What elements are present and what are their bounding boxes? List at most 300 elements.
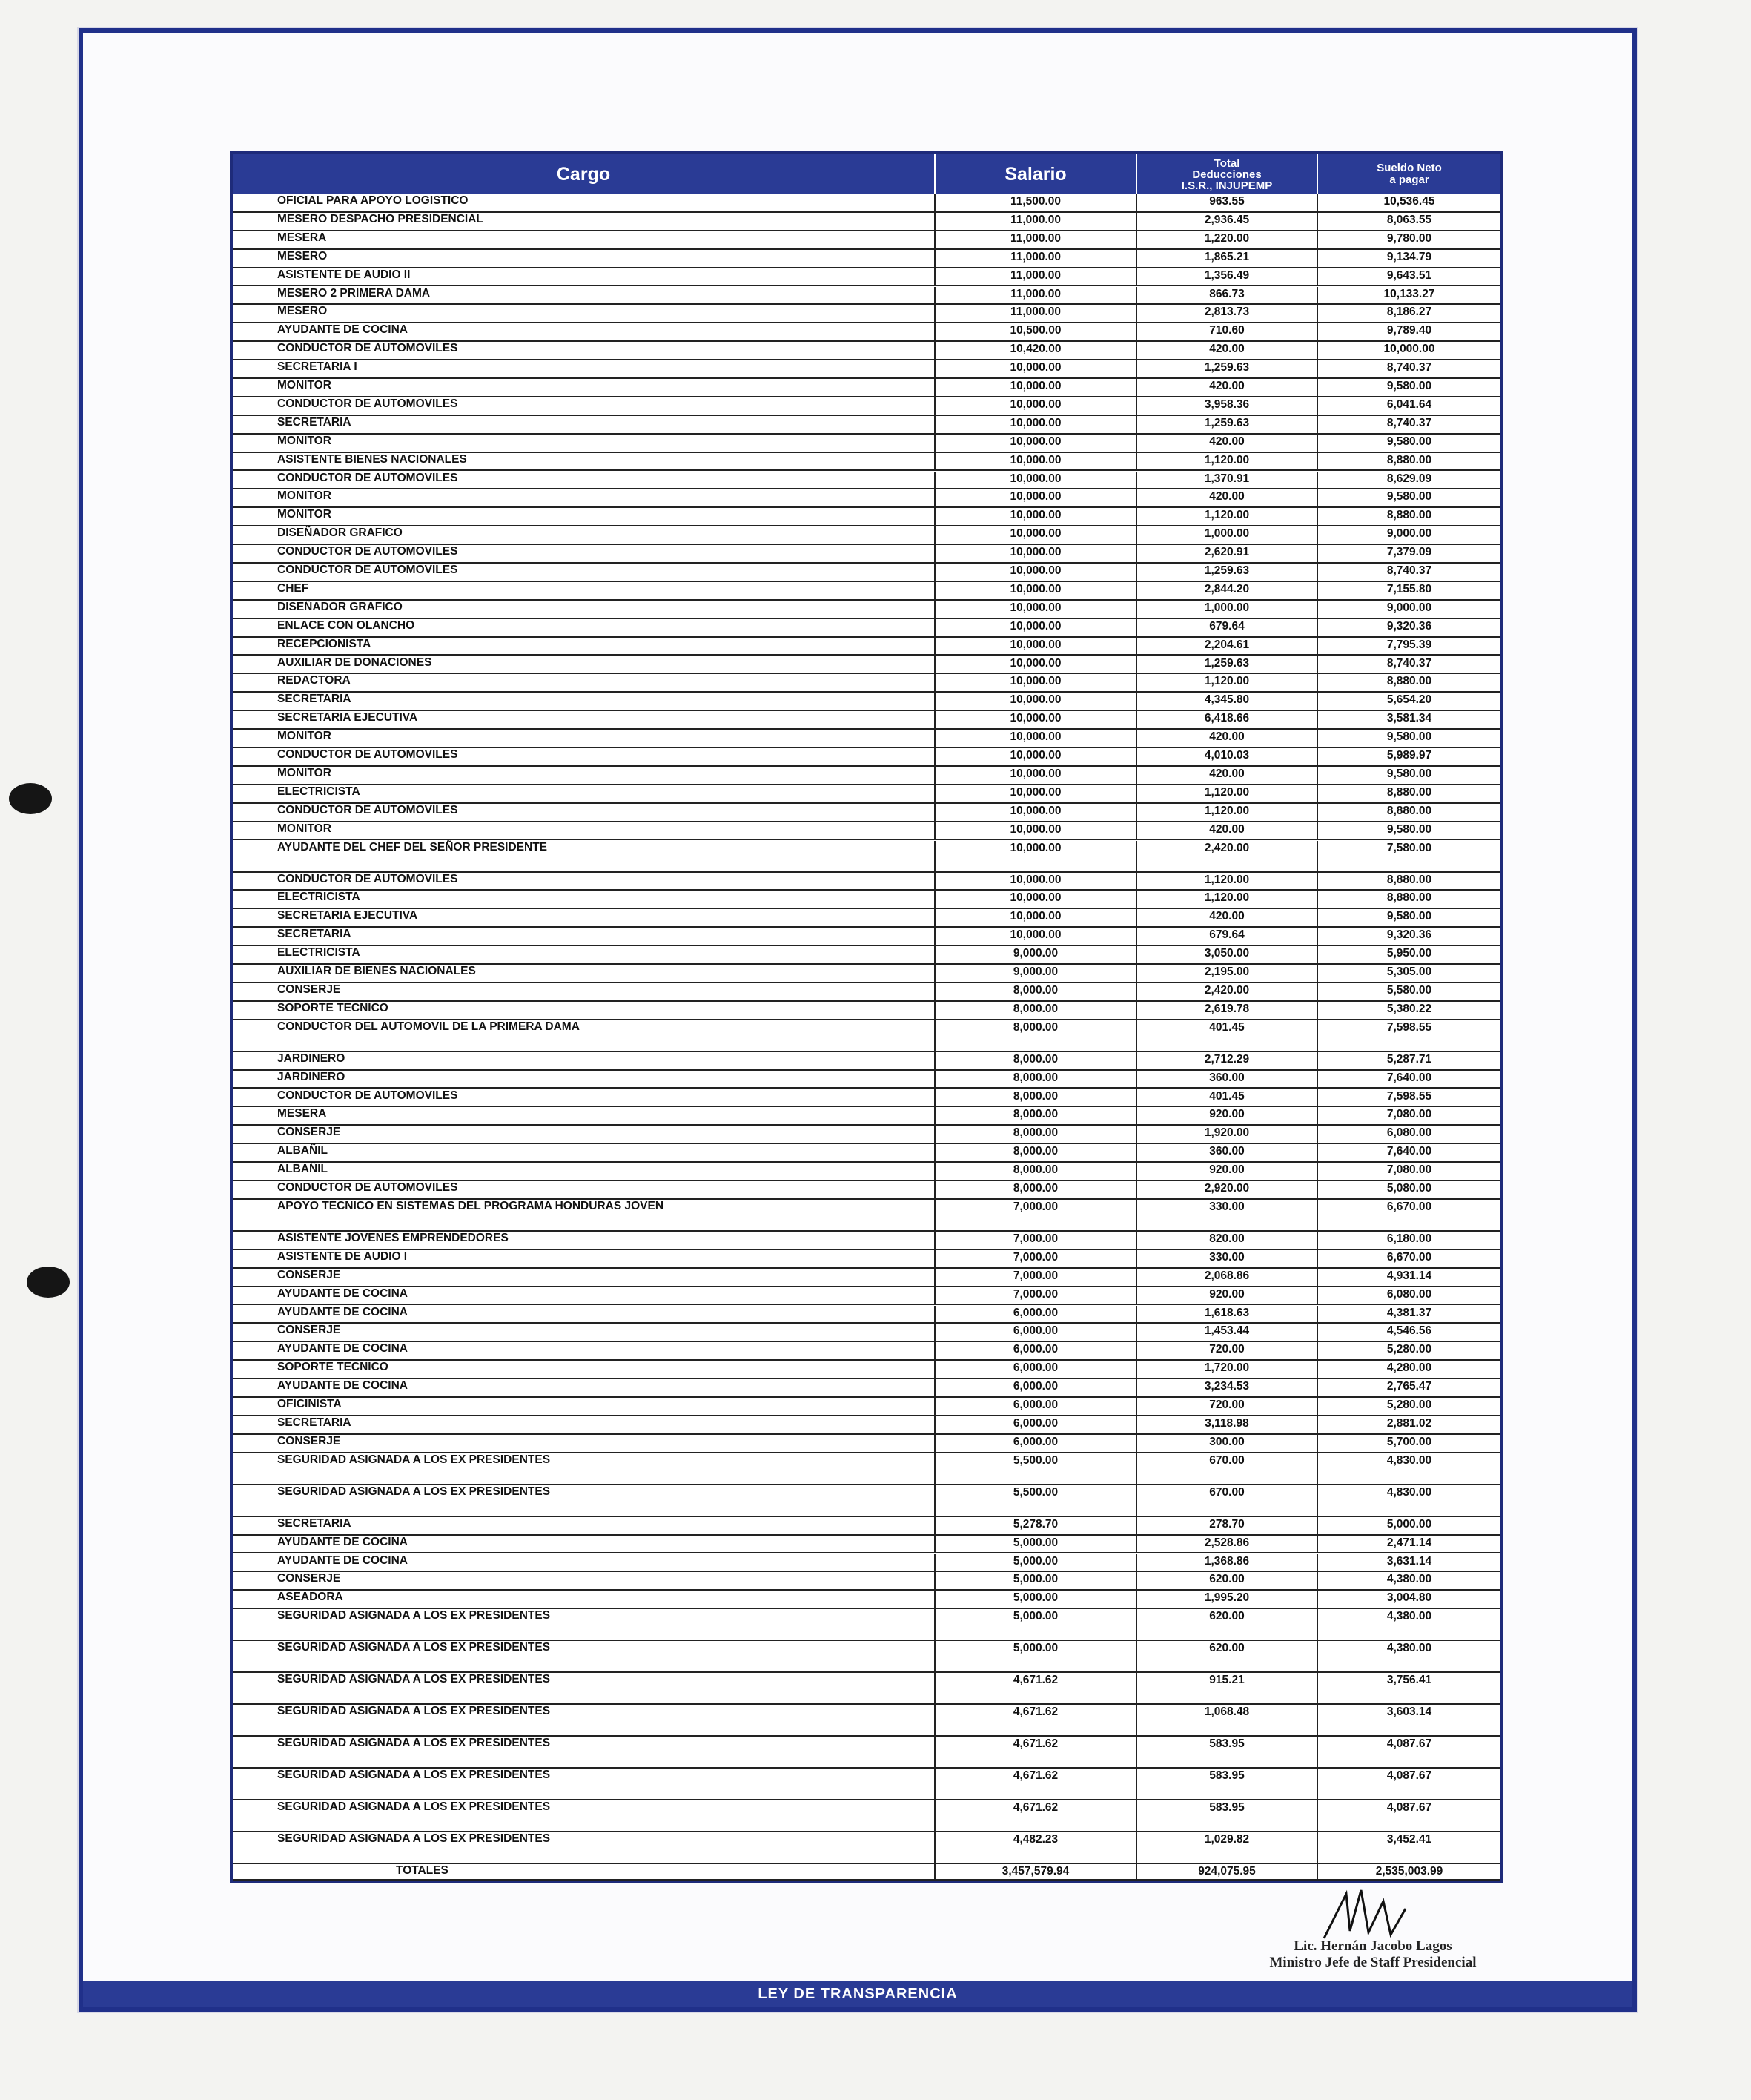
cell-salario: 10,000.00 — [934, 416, 1136, 433]
cell-salario: 10,000.00 — [934, 619, 1136, 636]
cell-sueldo-neto: 9,580.00 — [1317, 909, 1500, 926]
cell-sueldo-neto: 3,603.14 — [1317, 1705, 1500, 1735]
cell-salario: 10,000.00 — [934, 785, 1136, 802]
cell-salario: 4,671.62 — [934, 1769, 1136, 1799]
cell-salario: 10,000.00 — [934, 767, 1136, 784]
cell-deducciones: 2,195.00 — [1136, 965, 1317, 982]
table-header — [233, 154, 1500, 194]
table-row — [233, 965, 1500, 983]
cell-cargo: ALBAÑIL — [277, 1163, 328, 1176]
table-row — [233, 619, 1500, 638]
punch-hole-bottom — [27, 1267, 70, 1298]
cell-sueldo-neto: 8,880.00 — [1317, 674, 1500, 691]
cell-deducciones: 1,368.86 — [1136, 1554, 1317, 1571]
cell-salario: 4,482.23 — [934, 1832, 1136, 1863]
table-row — [233, 1287, 1500, 1306]
table-row — [233, 342, 1500, 360]
cell-sueldo-neto: 7,640.00 — [1317, 1144, 1500, 1161]
cell-sueldo-neto: 5,380.22 — [1317, 1002, 1500, 1019]
cell-cargo: CONDUCTOR DE AUTOMOVILES — [277, 342, 458, 355]
cell-deducciones: 420.00 — [1136, 489, 1317, 506]
cell-cargo: CONDUCTOR DE AUTOMOVILES — [277, 545, 458, 558]
cell-sueldo-neto: 8,880.00 — [1317, 508, 1500, 525]
table-row — [233, 1250, 1500, 1269]
cell-sueldo-neto: 8,880.00 — [1317, 785, 1500, 802]
cell-sueldo-neto: 3,452.41 — [1317, 1832, 1500, 1863]
cell-cargo: ALBAÑIL — [277, 1144, 328, 1158]
table-row — [233, 1536, 1500, 1554]
cell-salario: 8,000.00 — [934, 1052, 1136, 1069]
cell-deducciones: 1,356.49 — [1136, 268, 1317, 285]
cell-sueldo-neto: 9,320.36 — [1317, 619, 1500, 636]
cell-cargo: ELECTRICISTA — [277, 891, 360, 904]
cell-salario: 10,000.00 — [934, 508, 1136, 525]
cell-sueldo-neto: 7,795.39 — [1317, 638, 1500, 655]
cell-cargo: AUXILIAR DE BIENES NACIONALES — [277, 965, 476, 977]
cell-deducciones: 420.00 — [1136, 767, 1317, 784]
cell-cargo: SECRETARIA EJECUTIVA — [277, 711, 418, 724]
table-row — [233, 1306, 1500, 1324]
cell-deducciones: 401.45 — [1136, 1020, 1317, 1051]
cell-cargo: CONDUCTOR DE AUTOMOVILES — [277, 748, 458, 761]
cell-salario: 10,000.00 — [934, 656, 1136, 673]
table-row — [233, 873, 1500, 891]
cell-deducciones: 1,120.00 — [1136, 453, 1317, 470]
cell-sueldo-neto: 9,580.00 — [1317, 489, 1500, 506]
cell-salario: 11,000.00 — [934, 268, 1136, 285]
table-row — [233, 305, 1500, 323]
cell-deducciones: 420.00 — [1136, 822, 1317, 839]
cell-salario: 9,000.00 — [934, 965, 1136, 982]
cell-sueldo-neto: 6,080.00 — [1317, 1126, 1500, 1143]
cell-sueldo-neto: 9,780.00 — [1317, 231, 1500, 248]
cell-salario: 10,000.00 — [934, 360, 1136, 377]
cell-sueldo-neto: 5,654.20 — [1317, 693, 1500, 710]
totals-row — [233, 1864, 1500, 1881]
totals-salario: 3,457,579.94 — [934, 1864, 1136, 1879]
table-row — [233, 416, 1500, 435]
cell-salario: 10,000.00 — [934, 841, 1136, 871]
cell-deducciones: 670.00 — [1136, 1485, 1317, 1516]
cell-deducciones: 620.00 — [1136, 1609, 1317, 1640]
cell-cargo: MESERO 2 PRIMERA DAMA — [277, 286, 431, 300]
cell-deducciones: 1,120.00 — [1136, 785, 1317, 802]
table-row — [233, 435, 1500, 453]
cell-sueldo-neto: 7,580.00 — [1317, 841, 1500, 871]
cell-sueldo-neto: 10,133.27 — [1317, 287, 1500, 304]
cell-cargo: OFICIAL PARA APOYO LOGISTICO — [277, 194, 469, 207]
cell-sueldo-neto: 9,320.36 — [1317, 928, 1500, 945]
cell-deducciones: 1,120.00 — [1136, 674, 1317, 691]
table-row — [233, 1416, 1500, 1435]
cell-salario: 8,000.00 — [934, 1126, 1136, 1143]
cell-cargo: APOYO TECNICO EN SISTEMAS DEL PROGRAMA HONDURAS JOVEN — [277, 1199, 664, 1212]
table-row — [233, 1089, 1500, 1108]
cell-cargo: CONDUCTOR DE AUTOMOVILES — [277, 872, 458, 885]
cell-sueldo-neto: 6,180.00 — [1317, 1232, 1500, 1249]
cell-cargo: SECRETARIA I — [277, 360, 357, 374]
cell-sueldo-neto: 7,640.00 — [1317, 1071, 1500, 1088]
table-row — [233, 582, 1500, 601]
cell-deducciones: 2,204.61 — [1136, 638, 1317, 655]
cell-sueldo-neto: 4,830.00 — [1317, 1485, 1500, 1516]
cell-cargo: AYUDANTE DE COCINA — [277, 1379, 408, 1393]
cell-cargo: CONDUCTOR DE AUTOMOVILES — [277, 1089, 458, 1102]
cell-sueldo-neto: 8,186.27 — [1317, 305, 1500, 322]
cell-salario: 10,000.00 — [934, 748, 1136, 765]
table-row — [233, 730, 1500, 748]
cell-deducciones: 866.73 — [1136, 287, 1317, 304]
table-row — [233, 785, 1500, 804]
cell-deducciones: 420.00 — [1136, 909, 1317, 926]
cell-cargo: CONDUCTOR DE AUTOMOVILES — [277, 471, 458, 484]
cell-salario: 7,000.00 — [934, 1287, 1136, 1304]
cell-cargo: MESERO DESPACHO PRESIDENCIAL — [277, 212, 483, 225]
table-row — [233, 1673, 1500, 1705]
cell-salario: 10,000.00 — [934, 489, 1136, 506]
cell-sueldo-neto: 4,087.67 — [1317, 1769, 1500, 1799]
cell-deducciones: 1,120.00 — [1136, 508, 1317, 525]
cell-cargo: SOPORTE TECNICO — [277, 1361, 388, 1374]
table-row — [233, 601, 1500, 619]
cell-salario: 10,000.00 — [934, 804, 1136, 821]
cell-sueldo-neto: 3,004.80 — [1317, 1591, 1500, 1608]
table-row — [233, 397, 1500, 416]
header-deducciones: Total Deducciones I.S.R., INJUPEMP — [1136, 154, 1317, 194]
cell-salario: 6,000.00 — [934, 1342, 1136, 1359]
table-row — [233, 1800, 1500, 1832]
cell-deducciones: 278.70 — [1136, 1517, 1317, 1534]
cell-sueldo-neto: 4,381.37 — [1317, 1306, 1500, 1323]
cell-salario: 6,000.00 — [934, 1435, 1136, 1452]
cell-salario: 10,500.00 — [934, 323, 1136, 340]
cell-sueldo-neto: 4,546.56 — [1317, 1324, 1500, 1341]
table-row — [233, 1052, 1500, 1071]
cell-deducciones: 920.00 — [1136, 1107, 1317, 1124]
cell-cargo: CONDUCTOR DE AUTOMOVILES — [277, 397, 458, 410]
cell-sueldo-neto: 4,931.14 — [1317, 1269, 1500, 1286]
cell-cargo: CONDUCTOR DEL AUTOMOVIL DE LA PRIMERA DAMA — [277, 1020, 580, 1033]
cell-sueldo-neto: 3,756.41 — [1317, 1673, 1500, 1703]
cell-sueldo-neto: 6,670.00 — [1317, 1250, 1500, 1267]
cell-deducciones: 1,000.00 — [1136, 601, 1317, 618]
table-row — [233, 674, 1500, 693]
table-row — [233, 213, 1500, 231]
cell-sueldo-neto: 8,880.00 — [1317, 804, 1500, 821]
cell-salario: 11,000.00 — [934, 213, 1136, 230]
cell-salario: 7,000.00 — [934, 1269, 1136, 1286]
cell-sueldo-neto: 3,581.34 — [1317, 711, 1500, 728]
table-row — [233, 1379, 1500, 1398]
cell-cargo: AUXILIAR DE DONACIONES — [277, 656, 432, 669]
punch-hole-top — [9, 783, 52, 814]
table-row — [233, 1324, 1500, 1342]
cell-cargo: AYUDANTE DE COCINA — [277, 1553, 408, 1567]
cell-cargo: RECEPCIONISTA — [277, 637, 371, 650]
cell-salario: 11,000.00 — [934, 305, 1136, 322]
cell-salario: 5,000.00 — [934, 1572, 1136, 1589]
cell-cargo: MONITOR — [277, 508, 331, 521]
table-row — [233, 1591, 1500, 1609]
table-row — [233, 1071, 1500, 1089]
table-row — [233, 564, 1500, 582]
cell-salario: 10,000.00 — [934, 674, 1136, 691]
cell-sueldo-neto: 10,000.00 — [1317, 342, 1500, 359]
table-row — [233, 1232, 1500, 1250]
cell-cargo: SECRETARIA — [277, 928, 351, 941]
table-row — [233, 1144, 1500, 1163]
cell-cargo: MESERA — [277, 1107, 327, 1120]
cell-salario: 4,671.62 — [934, 1737, 1136, 1767]
cell-sueldo-neto: 6,080.00 — [1317, 1287, 1500, 1304]
table-row — [233, 1485, 1500, 1517]
cell-sueldo-neto: 5,580.00 — [1317, 983, 1500, 1000]
table-row — [233, 250, 1500, 268]
cell-salario: 5,278.70 — [934, 1517, 1136, 1534]
cell-deducciones: 330.00 — [1136, 1250, 1317, 1267]
cell-cargo: ASEADORA — [277, 1591, 343, 1604]
cell-cargo: SEGURIDAD ASIGNADA A LOS EX PRESIDENTES — [277, 1832, 551, 1846]
cell-sueldo-neto: 5,280.00 — [1317, 1398, 1500, 1415]
cell-cargo: SOPORTE TECNICO — [277, 1001, 388, 1014]
cell-sueldo-neto: 7,080.00 — [1317, 1163, 1500, 1180]
cell-cargo: ELECTRICISTA — [277, 785, 360, 798]
cell-sueldo-neto: 4,280.00 — [1317, 1361, 1500, 1378]
cell-deducciones: 2,619.78 — [1136, 1002, 1317, 1019]
cell-salario: 10,000.00 — [934, 472, 1136, 489]
cell-sueldo-neto: 8,740.37 — [1317, 416, 1500, 433]
cell-deducciones: 583.95 — [1136, 1737, 1317, 1767]
cell-cargo: JARDINERO — [277, 1051, 345, 1065]
cell-deducciones: 420.00 — [1136, 435, 1317, 452]
table-row — [233, 1609, 1500, 1641]
cell-cargo: CONDUCTOR DE AUTOMOVILES — [277, 564, 458, 576]
cell-cargo: CONDUCTOR DE AUTOMOVILES — [277, 1181, 458, 1194]
cell-sueldo-neto: 5,950.00 — [1317, 946, 1500, 963]
cell-sueldo-neto: 8,880.00 — [1317, 873, 1500, 890]
cell-cargo: SEGURIDAD ASIGNADA A LOS EX PRESIDENTES — [277, 1769, 551, 1782]
table-row — [233, 711, 1500, 730]
cell-salario: 10,420.00 — [934, 342, 1136, 359]
cell-deducciones: 583.95 — [1136, 1769, 1317, 1799]
table-row — [233, 1705, 1500, 1737]
cell-salario: 10,000.00 — [934, 397, 1136, 415]
cell-deducciones: 1,068.48 — [1136, 1705, 1317, 1735]
cell-cargo: DISEÑADOR GRAFICO — [277, 600, 403, 613]
cell-cargo: ASISTENTE BIENES NACIONALES — [277, 452, 467, 466]
cell-deducciones: 1,259.63 — [1136, 564, 1317, 581]
cell-sueldo-neto: 3,631.14 — [1317, 1554, 1500, 1571]
cell-salario: 5,000.00 — [934, 1591, 1136, 1608]
cell-sueldo-neto: 5,305.00 — [1317, 965, 1500, 982]
cell-salario: 4,671.62 — [934, 1800, 1136, 1831]
cell-salario: 8,000.00 — [934, 1107, 1136, 1124]
cell-cargo: SEGURIDAD ASIGNADA A LOS EX PRESIDENTES — [277, 1609, 551, 1622]
cell-deducciones: 620.00 — [1136, 1572, 1317, 1589]
cell-deducciones: 3,234.53 — [1136, 1379, 1317, 1396]
cell-cargo: DISEÑADOR GRAFICO — [277, 526, 403, 540]
cell-cargo: SEGURIDAD ASIGNADA A LOS EX PRESIDENTES — [277, 1800, 551, 1814]
cell-deducciones: 1,720.00 — [1136, 1361, 1317, 1378]
cell-sueldo-neto: 7,080.00 — [1317, 1107, 1500, 1124]
cell-cargo: CHEF — [277, 581, 309, 595]
table-row — [233, 928, 1500, 946]
cell-sueldo-neto: 9,643.51 — [1317, 268, 1500, 285]
cell-cargo: ELECTRICISTA — [277, 946, 360, 960]
cell-deducciones: 920.00 — [1136, 1163, 1317, 1180]
cell-sueldo-neto: 8,063.55 — [1317, 213, 1500, 230]
cell-sueldo-neto: 4,380.00 — [1317, 1572, 1500, 1589]
table-row — [233, 1737, 1500, 1769]
table-row — [233, 287, 1500, 306]
cell-salario: 4,671.62 — [934, 1673, 1136, 1703]
cell-deducciones: 710.60 — [1136, 323, 1317, 340]
cell-sueldo-neto: 5,287.71 — [1317, 1052, 1500, 1069]
cell-salario: 10,000.00 — [934, 453, 1136, 470]
cell-deducciones: 3,958.36 — [1136, 397, 1317, 415]
cell-cargo: JARDINERO — [277, 1070, 345, 1083]
table-row — [233, 748, 1500, 767]
cell-cargo: MONITOR — [277, 730, 331, 743]
cell-cargo: MESERO — [277, 305, 328, 318]
cell-cargo: SEGURIDAD ASIGNADA A LOS EX PRESIDENTES — [277, 1705, 551, 1718]
cell-salario: 10,000.00 — [934, 730, 1136, 747]
cell-cargo: SEGURIDAD ASIGNADA A LOS EX PRESIDENTES — [277, 1453, 551, 1466]
cell-deducciones: 3,118.98 — [1136, 1416, 1317, 1433]
cell-cargo: CONSERJE — [277, 1572, 341, 1585]
cell-sueldo-neto: 2,881.02 — [1317, 1416, 1500, 1433]
cell-salario: 6,000.00 — [934, 1416, 1136, 1433]
cell-deducciones: 2,936.45 — [1136, 213, 1317, 230]
cell-sueldo-neto: 9,580.00 — [1317, 822, 1500, 839]
cell-salario: 4,671.62 — [934, 1705, 1136, 1735]
cell-salario: 11,500.00 — [934, 194, 1136, 211]
cell-salario: 11,000.00 — [934, 287, 1136, 304]
table-row — [233, 1572, 1500, 1591]
cell-sueldo-neto: 9,580.00 — [1317, 435, 1500, 452]
cell-sueldo-neto: 5,700.00 — [1317, 1435, 1500, 1452]
cell-salario: 8,000.00 — [934, 1071, 1136, 1088]
cell-deducciones: 620.00 — [1136, 1641, 1317, 1671]
table-row — [233, 891, 1500, 909]
cell-deducciones: 1,995.20 — [1136, 1591, 1317, 1608]
cell-cargo: REDACTORA — [277, 674, 351, 687]
cell-deducciones: 2,620.91 — [1136, 545, 1317, 562]
cell-salario: 10,000.00 — [934, 711, 1136, 728]
cell-deducciones: 420.00 — [1136, 730, 1317, 747]
cell-deducciones: 1,259.63 — [1136, 656, 1317, 673]
cell-cargo: AYUDANTE DE COCINA — [277, 1342, 408, 1356]
cell-sueldo-neto: 9,580.00 — [1317, 767, 1500, 784]
cell-sueldo-neto: 8,740.37 — [1317, 656, 1500, 673]
cell-salario: 8,000.00 — [934, 1089, 1136, 1106]
cell-salario: 11,000.00 — [934, 250, 1136, 267]
cell-deducciones: 360.00 — [1136, 1071, 1317, 1088]
cell-deducciones: 1,370.91 — [1136, 472, 1317, 489]
cell-sueldo-neto: 9,000.00 — [1317, 526, 1500, 544]
cell-cargo: CONSERJE — [277, 1268, 341, 1281]
table-row — [233, 1398, 1500, 1416]
cell-cargo: ASISTENTE DE AUDIO I — [277, 1249, 408, 1263]
cell-sueldo-neto: 6,041.64 — [1317, 397, 1500, 415]
cell-deducciones: 300.00 — [1136, 1435, 1317, 1452]
cell-deducciones: 670.00 — [1136, 1453, 1317, 1484]
cell-sueldo-neto: 5,989.97 — [1317, 748, 1500, 765]
cell-sueldo-neto: 4,380.00 — [1317, 1609, 1500, 1640]
cell-deducciones: 1,618.63 — [1136, 1306, 1317, 1323]
cell-sueldo-neto: 7,155.80 — [1317, 582, 1500, 599]
cell-salario: 8,000.00 — [934, 1163, 1136, 1180]
cell-cargo: SECRETARIA — [277, 693, 351, 706]
table-row — [233, 231, 1500, 250]
cell-sueldo-neto: 10,536.45 — [1317, 194, 1500, 211]
cell-salario: 10,000.00 — [934, 822, 1136, 839]
cell-sueldo-neto: 5,080.00 — [1317, 1181, 1500, 1198]
cell-cargo: MONITOR — [277, 434, 331, 447]
cell-sueldo-neto: 8,880.00 — [1317, 891, 1500, 908]
cell-salario: 6,000.00 — [934, 1398, 1136, 1415]
table-row — [233, 983, 1500, 1002]
cell-sueldo-neto: 9,134.79 — [1317, 250, 1500, 267]
cell-deducciones: 6,418.66 — [1136, 711, 1317, 728]
cell-deducciones: 583.95 — [1136, 1800, 1317, 1831]
signature-block — [1239, 1938, 1506, 1971]
table-row — [233, 946, 1500, 965]
cell-cargo: CONDUCTOR DE AUTOMOVILES — [277, 803, 458, 816]
table-row — [233, 656, 1500, 675]
cell-cargo: CONSERJE — [277, 1126, 341, 1139]
cell-deducciones: 420.00 — [1136, 379, 1317, 396]
table-row — [233, 323, 1500, 342]
table-row — [233, 472, 1500, 490]
cell-cargo: SEGURIDAD ASIGNADA A LOS EX PRESIDENTES — [277, 1485, 551, 1498]
cell-salario: 8,000.00 — [934, 983, 1136, 1000]
cell-cargo: CONSERJE — [277, 983, 341, 996]
cell-sueldo-neto: 5,280.00 — [1317, 1342, 1500, 1359]
cell-salario: 10,000.00 — [934, 928, 1136, 945]
cell-deducciones: 2,712.29 — [1136, 1052, 1317, 1069]
table-row — [233, 526, 1500, 545]
cell-salario: 10,000.00 — [934, 693, 1136, 710]
cell-salario: 5,500.00 — [934, 1453, 1136, 1484]
footer-bar: LEY DE TRANSPARENCIA — [83, 1981, 1632, 2007]
cell-deducciones: 2,420.00 — [1136, 841, 1317, 871]
table-row — [233, 1126, 1500, 1144]
cell-salario: 10,000.00 — [934, 909, 1136, 926]
cell-sueldo-neto: 4,087.67 — [1317, 1737, 1500, 1767]
cell-sueldo-neto: 9,580.00 — [1317, 730, 1500, 747]
totals-sueldo-neto: 2,535,003.99 — [1317, 1864, 1500, 1879]
cell-salario: 7,000.00 — [934, 1232, 1136, 1249]
document-page — [79, 28, 1637, 2012]
cell-sueldo-neto: 4,087.67 — [1317, 1800, 1500, 1831]
cell-sueldo-neto: 2,471.14 — [1317, 1536, 1500, 1553]
signer-title: Ministro Jefe de Staff Presidencial — [1269, 1955, 1477, 1970]
cell-cargo: MONITOR — [277, 822, 331, 835]
table-row — [233, 693, 1500, 711]
cell-deducciones: 920.00 — [1136, 1287, 1317, 1304]
cell-salario: 6,000.00 — [934, 1324, 1136, 1341]
cell-cargo: ASISTENTE JOVENES EMPRENDEDORES — [277, 1231, 509, 1244]
cell-deducciones: 1,120.00 — [1136, 891, 1317, 908]
cell-deducciones: 1,920.00 — [1136, 1126, 1317, 1143]
table-row — [233, 1453, 1500, 1485]
cell-cargo: MONITOR — [277, 379, 331, 392]
cell-salario: 10,000.00 — [934, 873, 1136, 890]
cell-cargo: SECRETARIA — [277, 1516, 351, 1530]
header-salario: Salario — [934, 154, 1136, 194]
header-cargo: Cargo — [556, 163, 611, 185]
